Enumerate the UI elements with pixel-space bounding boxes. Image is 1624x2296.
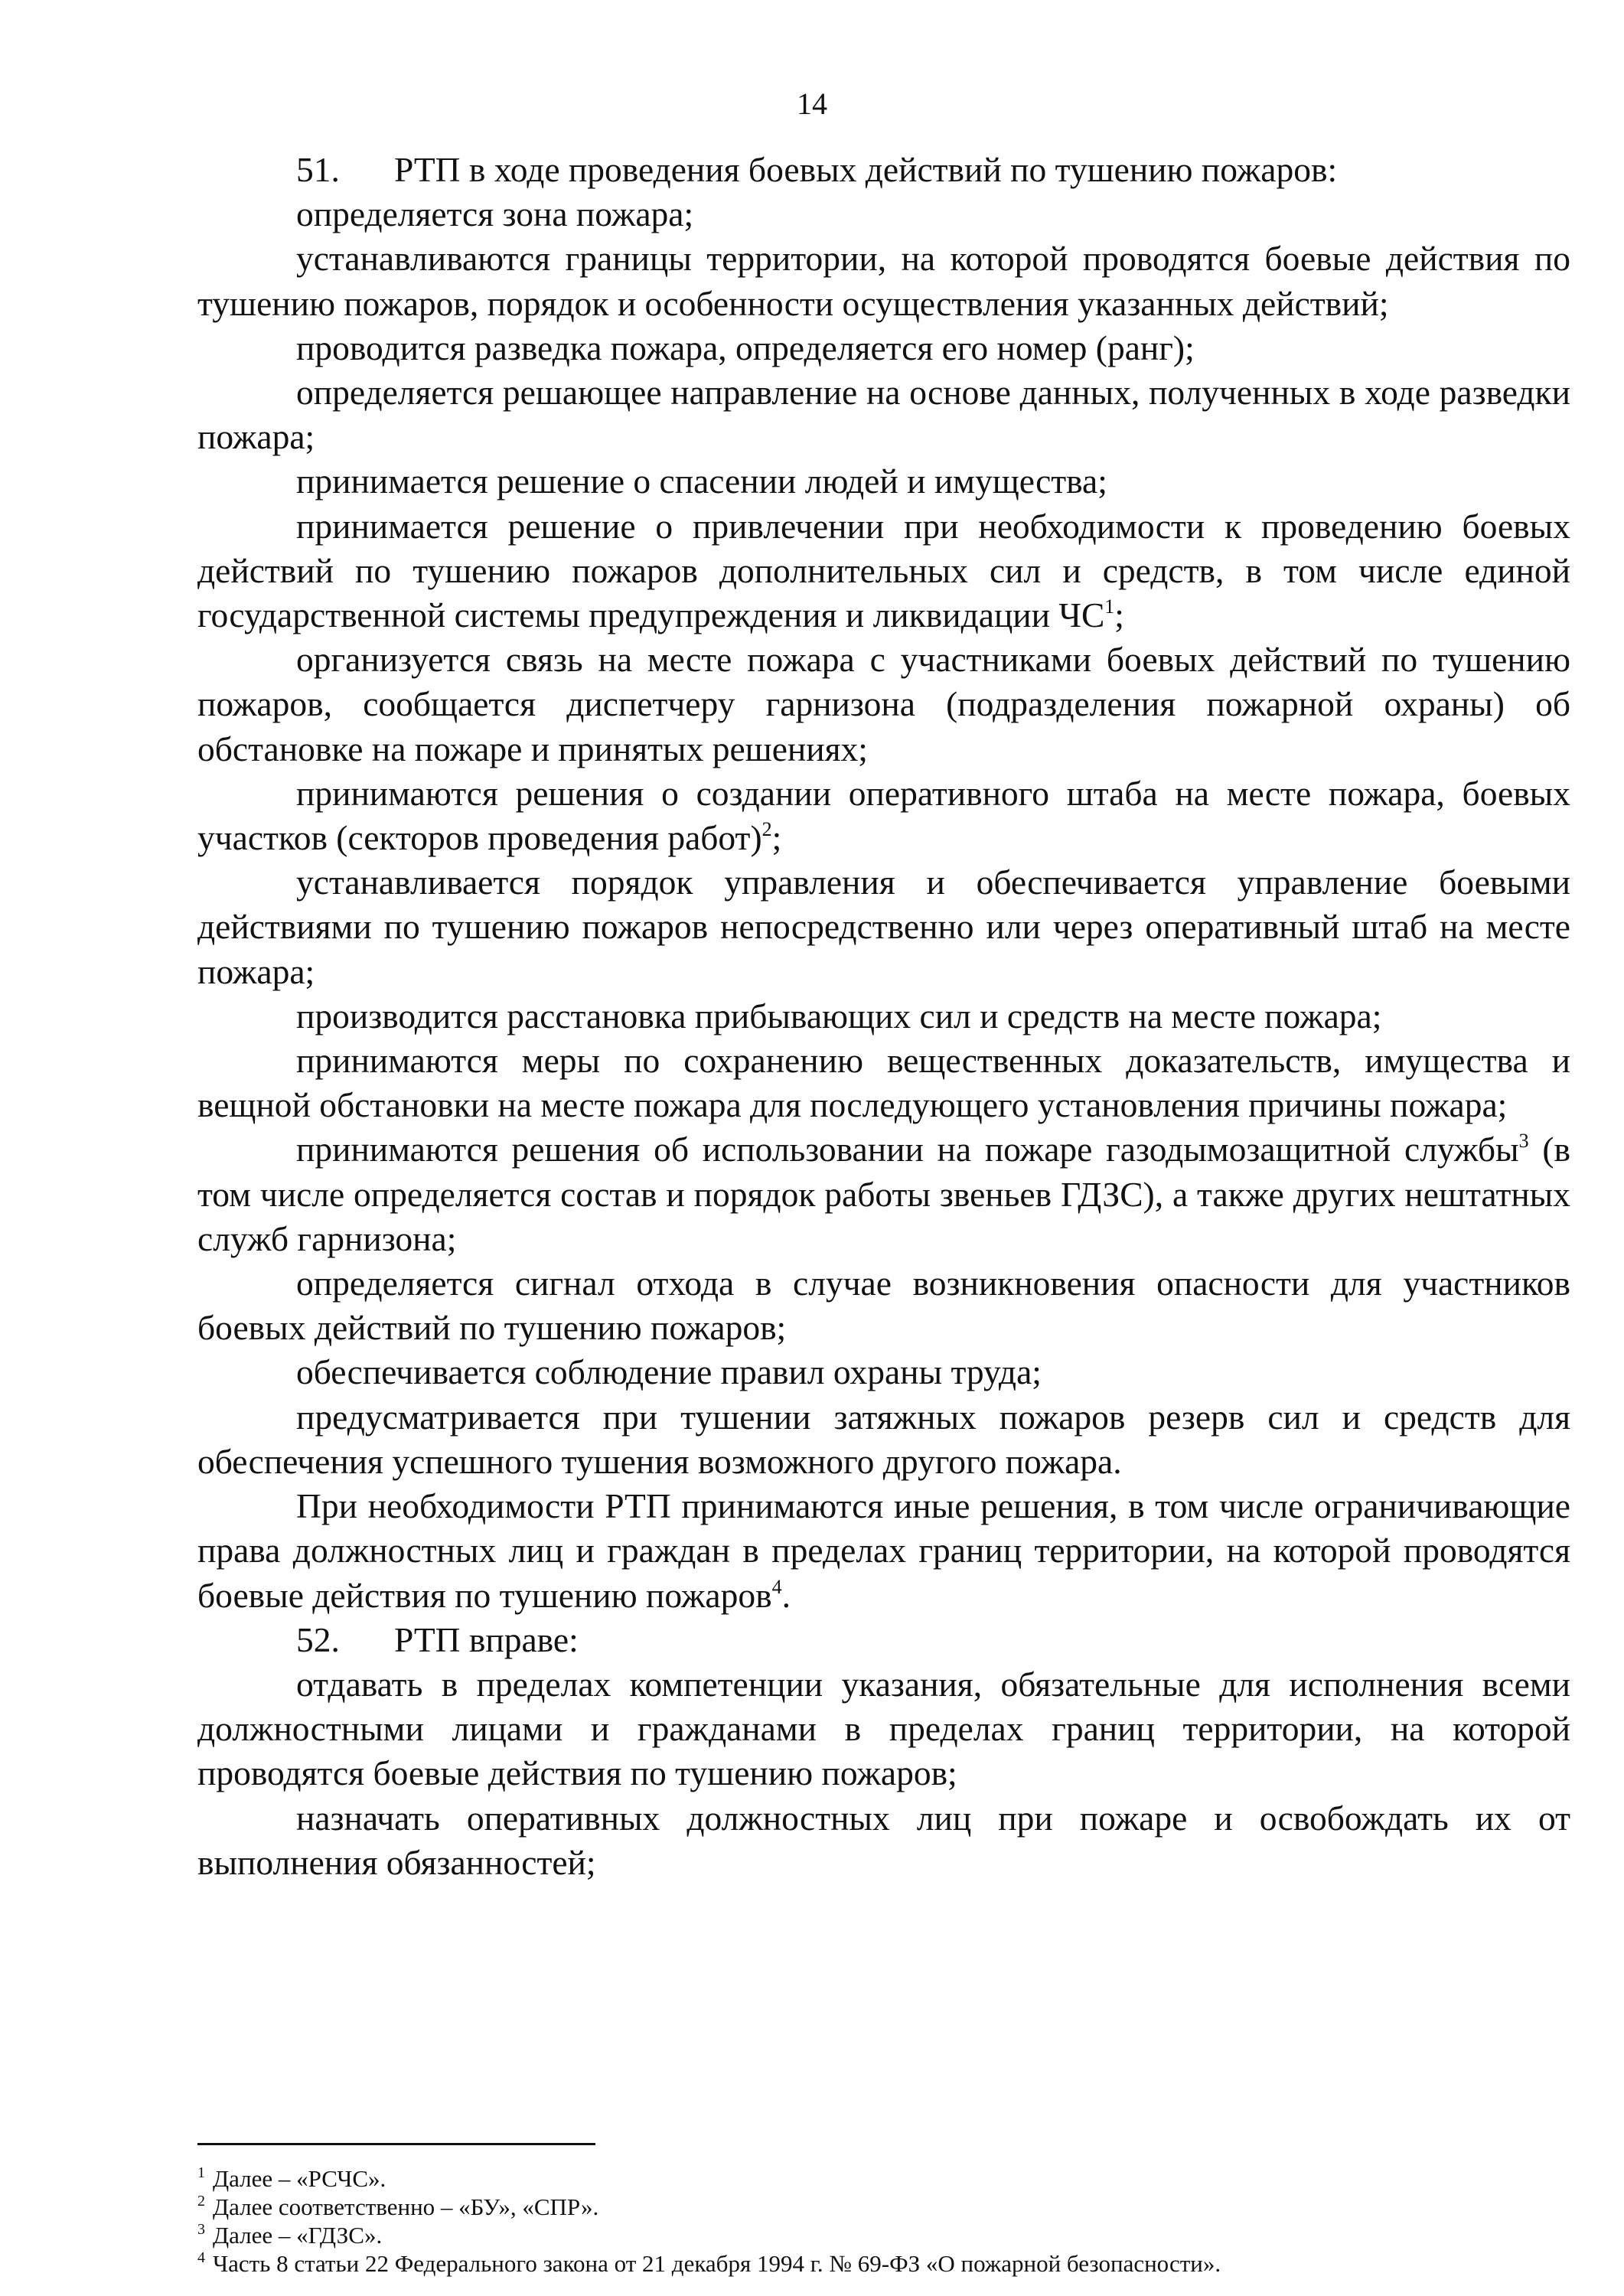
paragraph-text: устанавливается порядок управления и обеспечивается управление боевыми действиями по тушению пожаров непосредственно или через оперативный штаб на месте пожара; bbox=[197, 863, 1570, 991]
footnote-text: Часть 8 статьи 22 Федерального закона от 21 декабря 1994 г. № 69-ФЗ «О пожарной безопасности». bbox=[213, 2250, 1221, 2277]
paragraph-text: организуется связь на месте пожара с участниками боевых действий по тушению пожаров, сообщается диспетчеру гарнизона (подразделения пожарной охраны) об обстановке на пожаре и принятых решениях; bbox=[197, 640, 1570, 768]
footnote-mark: 4 bbox=[197, 2249, 205, 2266]
clause-number: 52. bbox=[296, 1619, 340, 1659]
footnote-text: Далее – «РСЧС». bbox=[213, 2165, 386, 2192]
paragraph-text: РТП в ходе проведения боевых действий по тушению пожаров: bbox=[394, 150, 1338, 189]
footnote-3 bbox=[197, 2221, 1570, 2249]
paragraph bbox=[197, 1395, 1570, 1484]
paragraph-text-after: . bbox=[781, 1575, 791, 1615]
paragraph bbox=[197, 1039, 1570, 1127]
footnotes bbox=[197, 2164, 1570, 2278]
footnote-1 bbox=[197, 2164, 1570, 2193]
paragraph-text-after: ; bbox=[1114, 595, 1124, 635]
footnote-mark: 3 bbox=[197, 2221, 205, 2238]
paragraph bbox=[197, 1484, 1570, 1618]
footnote-text: Далее – «ГДЗС». bbox=[213, 2222, 383, 2249]
footnote-4 bbox=[197, 2249, 1570, 2278]
paragraph bbox=[197, 236, 1570, 325]
footnote-ref: 2 bbox=[761, 818, 772, 841]
paragraph bbox=[197, 459, 1570, 504]
footnote-2 bbox=[197, 2193, 1570, 2221]
paragraph bbox=[197, 1662, 1570, 1796]
paragraph bbox=[197, 1350, 1570, 1394]
paragraph-51 bbox=[197, 148, 1570, 192]
paragraph bbox=[197, 771, 1570, 860]
paragraph-text: принимаются меры по сохранению вещественных доказательств, имущества и вещной обстановки на месте пожара для последующего установления причины пожара; bbox=[197, 1041, 1570, 1125]
paragraph-text: устанавливаются границы территории, на которой проводятся боевые действия по тушению пожаров, порядок и особенности осуществления указанных действий; bbox=[197, 239, 1570, 323]
paragraph-text: При необходимости РТП принимаются иные решения, в том числе ограничивающие права должностных лиц и граждан в пределах границ территории, на которой проводятся боевые действия по тушению пожаров bbox=[197, 1486, 1570, 1615]
paragraph-text: определяется зона пожара; bbox=[296, 194, 694, 234]
paragraph-text: принимается решение о спасении людей и имущества; bbox=[296, 461, 1107, 501]
paragraph bbox=[197, 994, 1570, 1039]
footnote-text: Далее соответственно – «БУ», «СПР». bbox=[213, 2193, 599, 2220]
body-text bbox=[197, 148, 1570, 1885]
clause-number: 51. bbox=[296, 150, 340, 189]
footnote-ref: 1 bbox=[1104, 595, 1115, 618]
paragraph bbox=[197, 504, 1570, 638]
paragraph-text: РТП вправе: bbox=[394, 1619, 579, 1659]
paragraph-text: предусматривается при тушении затяжных пожаров резерв сил и средств для обеспечения успешного тушения возможного другого пожара. bbox=[197, 1397, 1570, 1481]
footnote-ref: 4 bbox=[771, 1575, 782, 1598]
paragraph-text: определяется решающее направление на основе данных, полученных в ходе разведки пожара; bbox=[197, 373, 1570, 457]
paragraph bbox=[197, 370, 1570, 459]
footnote-ref: 3 bbox=[1518, 1130, 1529, 1153]
paragraph-text-after: (в том числе определяется состав и порядок работы звеньев ГДЗС), а также других нештатных служб гарнизона; bbox=[197, 1130, 1571, 1258]
paragraph bbox=[197, 860, 1570, 994]
paragraph-text: отдавать в пределах компетенции указания, обязательные для исполнения всеми должностными лицами и гражданами в пределах границ территории, на которой проводятся боевые действия по тушению пожаров; bbox=[197, 1664, 1570, 1793]
paragraph-text-after: ; bbox=[771, 818, 782, 858]
paragraph-text: принимаются решения о создании оперативного штаба на месте пожара, боевых участков (секторов проведения работ) bbox=[197, 773, 1570, 858]
footnote-mark: 2 bbox=[197, 2193, 205, 2210]
footnote-mark: 1 bbox=[197, 2164, 205, 2181]
paragraph-text: принимаются решения об использовании на пожаре газодымозащитной службы bbox=[296, 1130, 1519, 1169]
paragraph-text: проводится разведка пожара, определяется его номер (ранг); bbox=[296, 328, 1195, 367]
paragraph-text: производится расстановка прибывающих сил и средств на месте пожара; bbox=[296, 996, 1382, 1035]
paragraph-text: назначать оперативных должностных лиц при пожаре и освобождать их от выполнения обязанностей; bbox=[197, 1798, 1570, 1882]
paragraph bbox=[197, 326, 1570, 370]
paragraph-52 bbox=[197, 1618, 1570, 1662]
paragraph bbox=[197, 1127, 1570, 1261]
paragraph-text: обеспечивается соблюдение правил охраны труда; bbox=[296, 1352, 1042, 1392]
page-number: 14 bbox=[797, 86, 827, 121]
footnote-separator bbox=[197, 2143, 595, 2145]
paragraph bbox=[197, 192, 1570, 236]
paragraph bbox=[197, 1796, 1570, 1885]
paragraph-text: принимается решение о привлечении при необходимости к проведению боевых действий по тушению пожаров дополнительных сил и средств, в том числе единой государственной системы предупреждения и ликвидации ЧС bbox=[197, 506, 1570, 635]
paragraph-text: определяется сигнал отхода в случае возникновения опасности для участников боевых действий по тушению пожаров; bbox=[197, 1264, 1570, 1348]
paragraph bbox=[197, 638, 1570, 771]
paragraph bbox=[197, 1261, 1570, 1350]
